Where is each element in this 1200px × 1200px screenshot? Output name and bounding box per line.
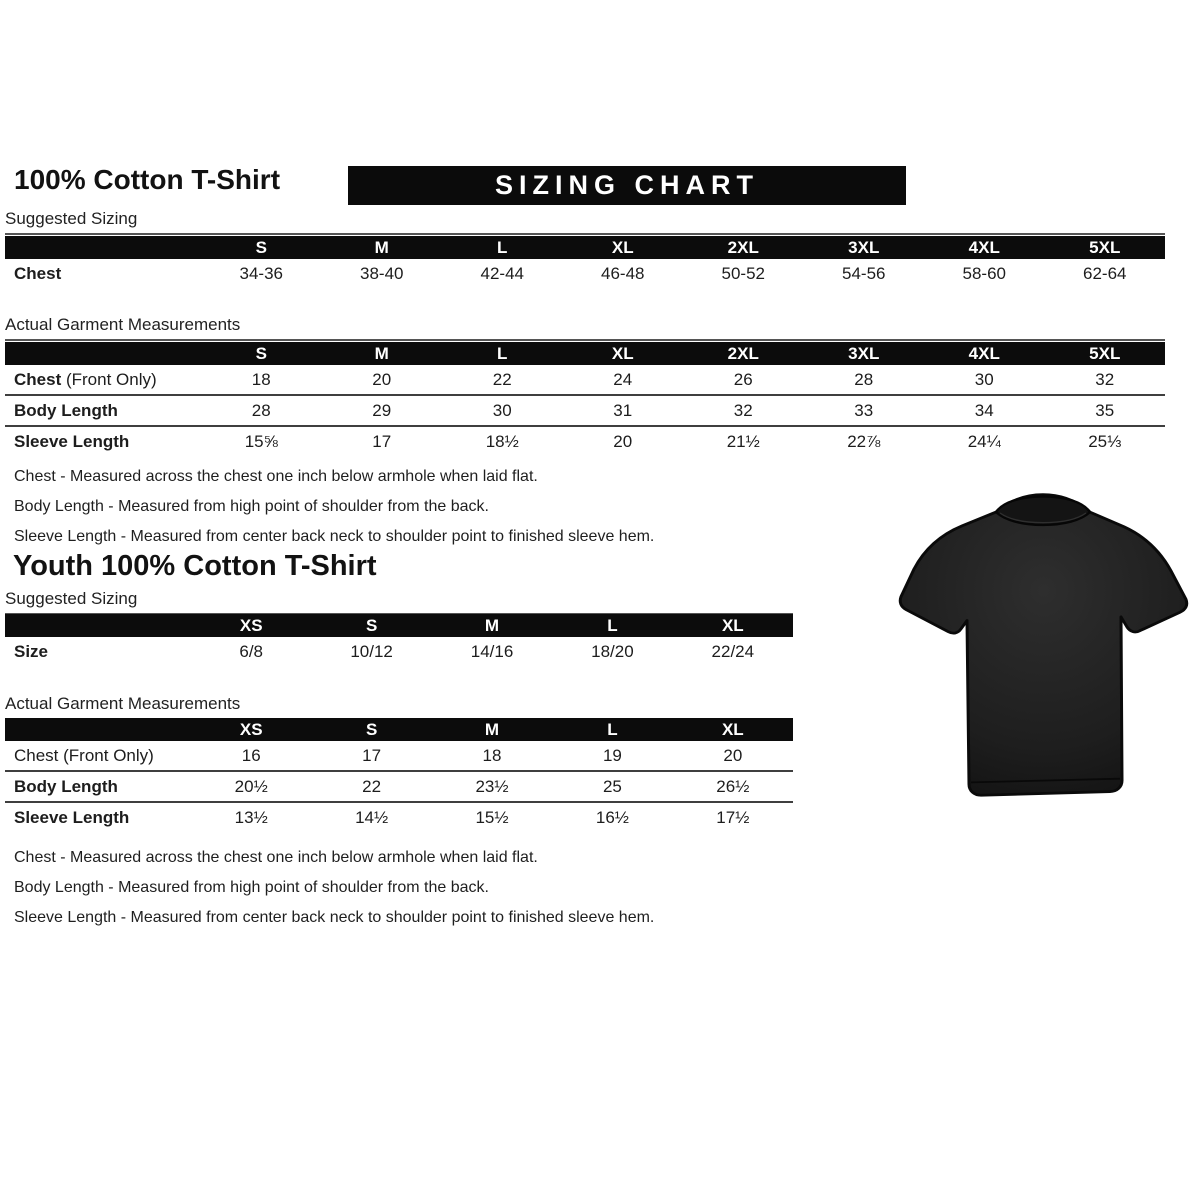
adult-measurement-notes bbox=[14, 462, 654, 552]
table-header-row bbox=[5, 342, 1165, 365]
size-column-header: L bbox=[607, 719, 618, 739]
size-column-header: 3XL bbox=[848, 237, 880, 257]
note-line: Chest - Measured across the chest one inch below armhole when laid flat. bbox=[14, 849, 538, 866]
table-row bbox=[5, 801, 793, 832]
size-column-header: XL bbox=[721, 719, 744, 739]
size-column-header: S bbox=[365, 615, 378, 635]
measurement-value: 20 bbox=[723, 745, 743, 765]
size-column-header: L bbox=[607, 615, 618, 635]
size-column-header: 3XL bbox=[848, 343, 880, 363]
measurement-value: 15⅝ bbox=[244, 431, 278, 451]
measurement-value: 22 bbox=[362, 776, 382, 796]
measurement-value: 21½ bbox=[726, 431, 760, 451]
note-line: Body Length - Measured from high point of shoulder from the back. bbox=[14, 879, 489, 896]
tshirt-collar-shape bbox=[996, 496, 1090, 525]
measurement-value: 62-64 bbox=[1083, 263, 1127, 283]
measurement-value: 15½ bbox=[475, 807, 509, 827]
measurement-value: 46-48 bbox=[601, 263, 645, 283]
measurement-value: 17½ bbox=[716, 807, 750, 827]
measurement-value: 14/16 bbox=[470, 641, 514, 661]
table-header-row bbox=[5, 236, 1165, 259]
row-label: Sleeve Length bbox=[14, 807, 130, 827]
measurement-value: 18 bbox=[482, 745, 502, 765]
measurement-value: 28 bbox=[854, 369, 874, 389]
adult-suggested-sizing-table bbox=[5, 236, 1165, 288]
size-column-header: M bbox=[374, 343, 389, 363]
measurement-value: 54-56 bbox=[842, 263, 886, 283]
row-label: Size bbox=[14, 641, 49, 661]
measurement-value: 20 bbox=[372, 369, 392, 389]
measurement-value: 50-52 bbox=[721, 263, 765, 283]
measurement-value: 22⅞ bbox=[847, 431, 881, 451]
note-line: Sleeve Length - Measured from center back neck to shoulder point to finished sleeve hem. bbox=[14, 528, 655, 545]
size-column-header: 2XL bbox=[727, 237, 759, 257]
size-column-header: S bbox=[365, 719, 378, 739]
black-tshirt-photo bbox=[893, 490, 1193, 798]
size-column-header: S bbox=[255, 237, 267, 257]
table-row bbox=[5, 741, 793, 770]
measurement-value: 25 bbox=[602, 776, 622, 796]
measurement-value: 28 bbox=[251, 400, 271, 420]
adult-actual-measurements-table bbox=[5, 342, 1165, 456]
size-column-header: L bbox=[497, 237, 508, 257]
table-header-row bbox=[5, 614, 793, 637]
row-label: Sleeve Length bbox=[14, 431, 130, 451]
adult-actual-measurements-label: Actual Garment Measurements bbox=[5, 315, 1165, 341]
measurement-value: 34-36 bbox=[239, 263, 283, 283]
measurement-value: 16 bbox=[241, 745, 261, 765]
measurement-value: 14½ bbox=[355, 807, 389, 827]
sizing-chart-banner bbox=[348, 166, 906, 205]
adult-suggested-sizing-label: Suggested Sizing bbox=[5, 209, 1165, 235]
measurement-value: 18 bbox=[251, 369, 271, 389]
measurement-value: 58-60 bbox=[962, 263, 1006, 283]
measurement-value: 18/20 bbox=[591, 641, 634, 661]
note-line: Body Length - Measured from high point of shoulder from the back. bbox=[14, 498, 489, 515]
table-row bbox=[5, 394, 1165, 425]
measurement-value: 24¼ bbox=[967, 431, 1001, 451]
table-header-row bbox=[5, 718, 793, 741]
size-column-header: 4XL bbox=[968, 237, 1000, 257]
size-column-header: 5XL bbox=[1089, 343, 1121, 363]
measurement-value: 23½ bbox=[475, 776, 509, 796]
page-title: 100% Cotton T-Shirt bbox=[14, 164, 281, 195]
row-label: Body Length bbox=[14, 776, 118, 796]
youth-suggested-sizing-label: Suggested Sizing bbox=[5, 589, 793, 615]
measurement-value: 22 bbox=[492, 369, 512, 389]
table-row bbox=[5, 425, 1165, 456]
measurement-value: 35 bbox=[1095, 400, 1115, 420]
size-column-header: M bbox=[484, 719, 500, 739]
measurement-value: 19 bbox=[602, 745, 622, 765]
row-label: Chest bbox=[14, 263, 62, 283]
size-column-header: 2XL bbox=[727, 343, 759, 363]
youth-actual-measurements-table bbox=[5, 718, 793, 832]
measurement-value: 33 bbox=[854, 400, 874, 420]
row-label: Chest (Front Only) bbox=[14, 745, 154, 765]
size-column-header: S bbox=[255, 343, 267, 363]
measurement-value: 10/12 bbox=[350, 641, 393, 661]
size-column-header: XL bbox=[611, 343, 634, 363]
measurement-value: 22/24 bbox=[711, 641, 755, 661]
size-column-header: 5XL bbox=[1089, 237, 1121, 257]
size-column-header: M bbox=[374, 237, 389, 257]
youth-suggested-sizing-table bbox=[5, 614, 793, 666]
measurement-value: 38-40 bbox=[360, 263, 404, 283]
measurement-value: 34 bbox=[974, 400, 994, 420]
row-label: Body Length bbox=[14, 400, 118, 420]
measurement-value: 13½ bbox=[234, 807, 268, 827]
size-column-header: XL bbox=[611, 237, 634, 257]
measurement-value: 30 bbox=[492, 400, 512, 420]
measurement-value: 31 bbox=[613, 400, 633, 420]
measurement-value: 30 bbox=[974, 369, 994, 389]
measurement-value: 32 bbox=[1095, 369, 1115, 389]
sizing-chart-banner-text: SIZING CHART bbox=[495, 170, 759, 200]
measurement-value: 29 bbox=[372, 400, 392, 420]
measurement-value: 32 bbox=[733, 400, 753, 420]
measurement-value: 26½ bbox=[716, 776, 750, 796]
measurement-value: 17 bbox=[362, 745, 382, 765]
size-column-header: XL bbox=[721, 615, 744, 635]
measurement-value: 26 bbox=[733, 369, 753, 389]
measurement-value: 20½ bbox=[234, 776, 268, 796]
table-row bbox=[5, 365, 1165, 394]
size-column-header: M bbox=[484, 615, 500, 635]
note-line: Sleeve Length - Measured from center back neck to shoulder point to finished sleeve hem. bbox=[14, 909, 655, 926]
measurement-value: 24 bbox=[613, 369, 633, 389]
youth-section-title: Youth 100% Cotton T-Shirt bbox=[13, 550, 377, 582]
measurement-value: 20 bbox=[613, 431, 633, 451]
measurement-value: 17 bbox=[372, 431, 392, 451]
measurement-value: 25⅓ bbox=[1088, 431, 1122, 451]
size-column-header: XS bbox=[239, 615, 263, 635]
youth-actual-measurements-label: Actual Garment Measurements bbox=[5, 694, 793, 720]
measurement-value: 6/8 bbox=[239, 641, 264, 661]
youth-measurement-notes bbox=[14, 843, 654, 933]
size-column-header: XS bbox=[239, 719, 263, 739]
measurement-value: 16½ bbox=[595, 807, 629, 827]
note-line: Chest - Measured across the chest one inch below armhole when laid flat. bbox=[14, 468, 538, 485]
size-column-header: L bbox=[497, 343, 508, 363]
measurement-value: 42-44 bbox=[480, 263, 524, 283]
measurement-value: 18½ bbox=[485, 431, 519, 451]
table-row bbox=[5, 637, 793, 666]
size-column-header: 4XL bbox=[968, 343, 1000, 363]
table-row bbox=[5, 259, 1165, 288]
row-label: Chest (Front Only) bbox=[14, 369, 157, 389]
tshirt-body-shape bbox=[900, 495, 1187, 796]
table-row bbox=[5, 770, 793, 801]
